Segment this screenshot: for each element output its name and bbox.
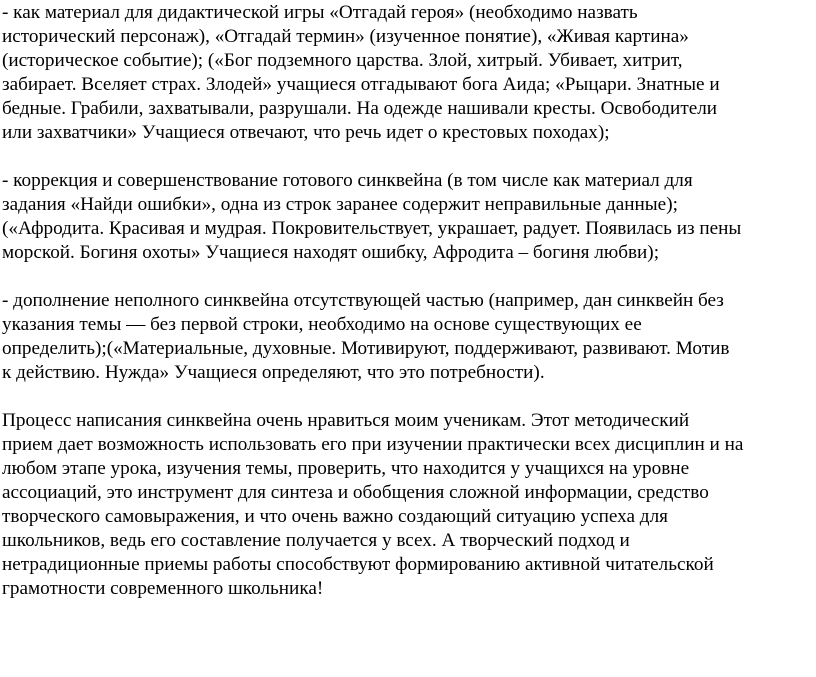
text-line: - коррекция и совершенствование готового синквейна (в том числе как материал для (2, 170, 693, 191)
text-line: морской. Богиня охоты» Учащиеся находят ошибку, Афродита – богиня любви); (2, 242, 660, 263)
text-line: или захватчики» Учащиеся отвечают, что речь идет о крестовых походах); (2, 122, 610, 143)
paragraph-completion (2, 289, 814, 385)
text-line: нетрадиционные приемы работы способствуют формированию активной читательской (2, 554, 714, 575)
text-line: (историческое событие); («Бог подземного царства. Злой, хитрый. Убивает, хитрит, (2, 50, 683, 71)
text-line: задания «Найди ошибки», одна из строк заранее содержит неправильные данные); (2, 194, 678, 215)
paragraph-gap (2, 145, 814, 169)
text-line: бедные. Грабили, захватывали, разрушали. На одежде нашивали кресты. Освободители (2, 98, 718, 119)
text-line: исторический персонаж), «Отгадай термин» (изученное понятие), «Живая картина» (2, 26, 689, 47)
text-line: к действию. Нужда» Учащиеся определяют, что это потребности). (2, 362, 545, 383)
text-line: - дополнение неполного синквейна отсутствующей частью (например, дан синквейн без (2, 290, 724, 311)
text-line: («Афродита. Красивая и мудрая. Покровительствует, украшает, радует. Появилась из пены (2, 218, 742, 239)
text-line: прием дает возможность использовать его при изучении практически всех дисциплин и на (2, 434, 744, 455)
paragraph-conclusion (2, 409, 814, 601)
text-line: указания темы — без первой строки, необходимо на основе существующих ее (2, 314, 642, 335)
text-line: грамотности современного школьника! (2, 578, 324, 599)
text-line: ассоциаций, это инструмент для синтеза и обобщения сложной информации, средство (2, 482, 709, 503)
text-line: Процесс написания синквейна очень нравиться моим ученикам. Этот методический (2, 410, 690, 431)
text-line: - как материал для дидактической игры «Отгадай героя» (необходимо назвать (2, 2, 638, 23)
text-line: определить);(«Материальные, духовные. Мотивируют, поддерживают, развивают. Мотив (2, 338, 730, 359)
text-line: забирает. Вселяет страх. Злодей» учащиеся отгадывают бога Аида; «Рыцари. Знатные и (2, 74, 720, 95)
paragraph-didactic-game (2, 1, 814, 145)
text-line: школьников, ведь его составление получается у всех. А творческий подход и (2, 530, 630, 551)
paragraph-gap (2, 265, 814, 289)
text-line: любом этапе урока, изучения темы, проверить, что находится у учащихся на уровне (2, 458, 690, 479)
document-page (2, 1, 814, 601)
paragraph-gap (2, 385, 814, 409)
paragraph-correction (2, 169, 814, 265)
text-line: творческого самовыражения, и что очень важно создающий ситуацию успеха для (2, 506, 668, 527)
